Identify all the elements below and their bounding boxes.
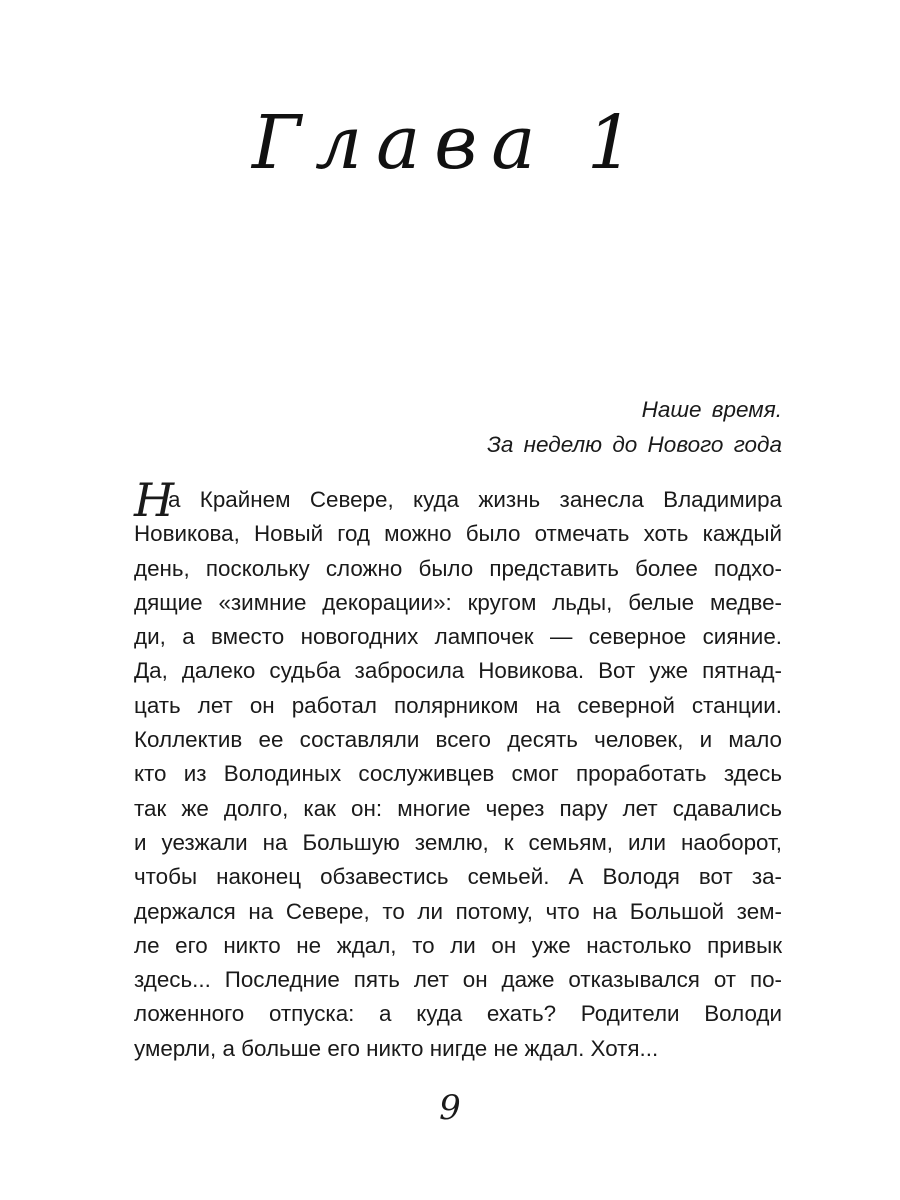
- text-line: цать лет он работал полярником на северной станции.: [134, 692, 782, 718]
- text-line: ди, а вместо новогодних лампочек — северное сияние.: [134, 624, 782, 650]
- first-line-text: а Крайнем Севере, куда жизнь занесла Владимира: [168, 487, 782, 512]
- body-text: [134, 473, 782, 1066]
- text-line: так же долго, как он: многие через пару лет сдавались: [134, 795, 782, 821]
- text-line: кто из Володиных сослуживцев смог проработать здесь: [134, 761, 782, 787]
- text-line: и уезжали на Большую землю, к семьям, или наоборот,: [134, 829, 782, 855]
- text-line: Новикова, Новый год можно было отмечать хоть каждый: [134, 521, 782, 547]
- epigraph-line-2: За неделю до Нового года: [487, 432, 782, 457]
- text-line: дящие «зимние декорации»: кругом льды, белые медве-: [134, 589, 782, 615]
- text-line: ле его никто не ждал, то ли он уже настолько привык: [134, 932, 782, 958]
- page-number: 9: [439, 1088, 461, 1128]
- epigraph-line-1: Наше время.: [641, 397, 782, 422]
- text-line: держался на Севере, то ли потому, что на Большой зем-: [134, 898, 782, 924]
- text-line: ложенного отпуска: а куда ехать? Родители Володи: [134, 1001, 782, 1027]
- text-line: чтобы наконец обзавестись семьей. А Володя вот за-: [134, 864, 782, 890]
- paragraph-first-line: [134, 473, 782, 528]
- text-line: день, поскольку сложно было представить более подхо-: [134, 555, 782, 581]
- epigraph: [487, 392, 782, 462]
- chapter-title: Глава 1: [251, 100, 649, 186]
- text-line: Коллектив ее составляли всего десять человек, и мало: [134, 727, 782, 753]
- drop-cap: Н: [134, 473, 175, 528]
- text-line-last: умерли, а больше его никто нигде не ждал. Хотя...: [134, 1035, 659, 1061]
- text-line: Да, далеко судьба забросила Новикова. Вот уже пятнад-: [134, 658, 782, 684]
- text-line: здесь... Последние пять лет он даже отказывался от по-: [134, 967, 782, 993]
